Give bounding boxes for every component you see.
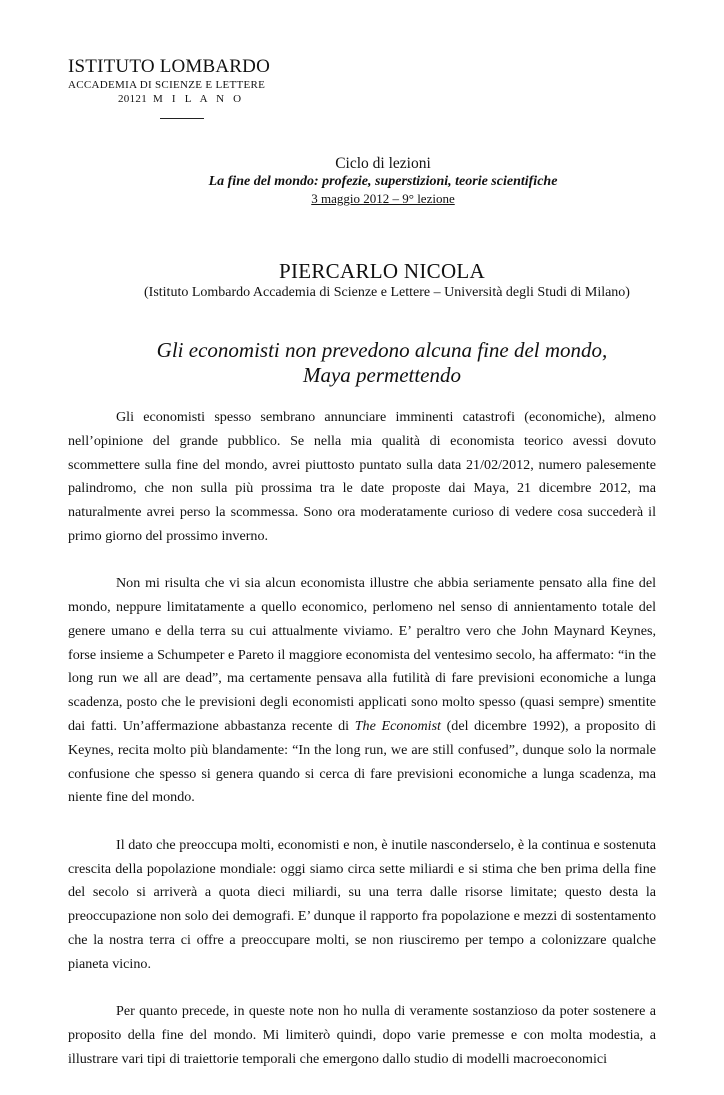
paragraph-3: Il dato che preoccupa molti, economisti e non, è inutile nasconderselo, è la continua e sostenuta crescita della popolazione mondiale: oggi siamo circa sette miliardi e si stima che ben prima della fine del secolo si arriverà a quota dieci miliardi, su una terra dalle risorse limitate; questo desta la preoccupazione non solo dei demografi. E’ dunque il rapporto fra popolazione e mezzi di sostentamento che la nostra terra ci offre a preoccupare molti, se non riusciremo per tempo a colonizzare qualche pianeta vicino. [68, 836, 656, 972]
letterhead [68, 56, 270, 106]
author-affiliation: (Istituto Lombardo Accademia di Scienze e Lettere – Università degli Studi di Milano) [144, 285, 630, 300]
series-subtitle: La fine del mondo: profezie, superstizioni, teorie scientifiche [208, 174, 558, 189]
institute-address [118, 92, 270, 106]
series-title: Ciclo di lezioni [335, 155, 431, 172]
paragraph-4: Per quanto precede, in queste note non ho nulla di veramente sostanzioso da poter sostenere a proposito della fine del mondo. Mi limiterò quindi, dopo varie premesse e con molta modestia, a illustrare vari tipi di traiettorie temporali che emergono dallo studio di modelli macroeconomici [68, 1003, 656, 1067]
city: M I L A N O [153, 93, 245, 105]
paragraph-2-part-b: (del dicembre 1992), a proposito di Keynes, recita molto più blandamente: “In the long run, we are still confused”, dunque solo la normale confusione che spesso si genera quando si cerca di fare previsioni economiche a lunga scadenza, ma niente fine del mondo. [68, 718, 656, 806]
paragraph-2 [68, 572, 656, 810]
institute-subtitle: ACCADEMIA DI SCIENZE E LETTERE [68, 79, 266, 91]
paragraph-1: Gli economisti spesso sembrano annunciare imminenti catastrofi (economiche), almeno nell’opinione del grande pubblico. Se nella mia qualità di economista teorico avessi dovuto scommettere sulla fine del mondo, avrei piuttosto puntato sulla data 21/02/2012, numero palesemente palindromo, che non sulla più prossima tra le date proposte dai Maya, 21 dicembre 2012, ma naturalmente avrei perso la scommessa. Sono ora moderatamente curioso di vedere cosa succederà il primo giorno del prossimo inverno. [68, 409, 656, 544]
author-name: PIERCARLO NICOLA [278, 259, 486, 283]
publication-title: The Economist [354, 718, 441, 735]
paper-title-line-2: Maya permettendo [302, 363, 462, 387]
paper-title-line-1: Gli economisti non prevedono alcuna fine del mondo, [156, 338, 608, 362]
institute-name: ISTITUTO LOMBARDO [68, 56, 271, 77]
body-text [68, 406, 656, 1095]
author-block [0, 258, 724, 301]
postcode: 20121 [118, 93, 147, 105]
lecture-series-block [0, 154, 724, 207]
paragraph-2-part-a: Non mi risulta che vi sia alcun economista illustre che abbia seriamente pensato alla fine del mondo, neppure limitatamente a quello economico, perlomeno nel senso di annientamento totale del genere umano e della terra su cui attualmente viviamo. E’ peraltro vero che John Maynard Keynes, forse insieme a Schumpeter e Pareto il maggiore economista del ventesimo secolo, ha affermato: “in the long run we all are dead”, ma certamente pensava alla futilità di fare previsioni economiche a lunga scadenza, posto che le previsioni degli economisti applicati sono molto spesso (quasi sempre) smentite dai fatti. Un’affermazione abbastanza recente di [68, 575, 656, 735]
paper-title [0, 338, 724, 388]
letterhead-rule [160, 118, 204, 119]
lecture-date: 3 maggio 2012 – 9° lezione [311, 191, 455, 206]
